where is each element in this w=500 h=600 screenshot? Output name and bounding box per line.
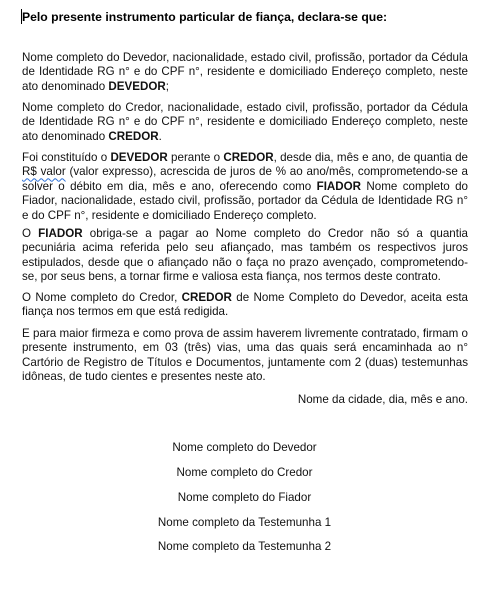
paragraph-text: Foi constituído o xyxy=(22,151,111,164)
paragraph-devedor xyxy=(22,51,468,94)
role-devedor: DEVEDOR xyxy=(110,151,168,164)
paragraph-text: O xyxy=(22,227,39,240)
paragraph-text: E para maior firmeza e como prova de assim haverem livremente contratado, firmam o presente instrumento, em 03 (três) vias, uma das quais será encaminhada ao n° Cartório de Registro de Títulos e Documentos, juntamente com 2 (duas) testemunhas idôneas, de tudo cientes e presentes neste ato. xyxy=(22,327,468,384)
signature-devedor: Nome completo do Devedor xyxy=(172,441,317,454)
paragraph-text: de Nome Completo do Devedor, aceita esta fiança nos termos em que está redigida. xyxy=(22,291,468,319)
paragraph-text: O Nome completo do Credor, xyxy=(22,291,182,304)
paragraph-text: Nome completo do Fiador, nacionalidade, estado civil, profissão, portador da Cédula de Identidade RG n° e do CPF n°, residente e domiciliado Endereço completo. xyxy=(22,179,468,222)
role-credor: CREDOR xyxy=(108,129,159,143)
role-fiador: FIADOR xyxy=(38,227,83,240)
paragraph-text: perante o xyxy=(167,151,224,164)
spellcheck-flagged-text[interactable]: R$ valor xyxy=(22,165,66,179)
paragraph-end: ; xyxy=(165,79,169,93)
paragraph-text: , desde dia, mês e ano, de quantia de xyxy=(273,151,468,164)
signature-fiador: Nome completo do Fiador xyxy=(177,491,312,504)
role-credor: CREDOR xyxy=(223,151,274,164)
role-credor: CREDOR xyxy=(181,291,232,304)
paragraph-text: Nome completo do Credor, nacionalidade, estado civil, profissão, portador da Cédula de Identidade RG n° e do CPF n°, residente e domiciliado Endereço completo, neste ato denominado xyxy=(22,101,468,143)
paragraph-text: Nome completo do Devedor, nacionalidade, estado civil, profissão, portador da Cédula de Identidade RG n° e do CPF n°, residente e domiciliado Endereço completo, neste ato denominado xyxy=(22,51,468,93)
paragraph-obrigacao-fiador xyxy=(22,227,468,285)
role-fiador: FIADOR xyxy=(316,179,362,193)
paragraph-encerramento xyxy=(22,327,468,385)
paragraph-end: . xyxy=(158,129,162,143)
signature-testemunha-2: Nome completo da Testemunha 2 xyxy=(157,540,332,553)
role-devedor: DEVEDOR xyxy=(108,79,166,93)
paragraph-aceite xyxy=(22,291,468,320)
document-heading: Pelo presente instrumento particular de fiança, declara-se que: xyxy=(22,10,388,24)
signature-testemunha-1: Nome completo da Testemunha 1 xyxy=(157,516,332,529)
paragraph-text: (valor expresso), acrescida de juros de % ao ano/mês, comprometendo-se a solver o débito em dia, mês e ano, oferecendo como xyxy=(22,165,469,193)
paragraph-text: obriga-se a pagar ao Nome completo do Credor não só a quantia pecuniária acima referida pelo seu afiançado, mas também os respectivos juros estipulados, desde que o afiançado não o faça no prazo avençado, comprometendo-se, por seus bens, a tornar firme e valiosa esta fiança, nos termos deste contrato. xyxy=(22,227,469,284)
signature-credor: Nome completo do Credor xyxy=(176,466,313,479)
place-date-line: Nome da cidade, dia, mês e ano. xyxy=(297,393,468,406)
paragraph-credor xyxy=(22,101,468,144)
paragraph-constituicao xyxy=(22,151,468,223)
